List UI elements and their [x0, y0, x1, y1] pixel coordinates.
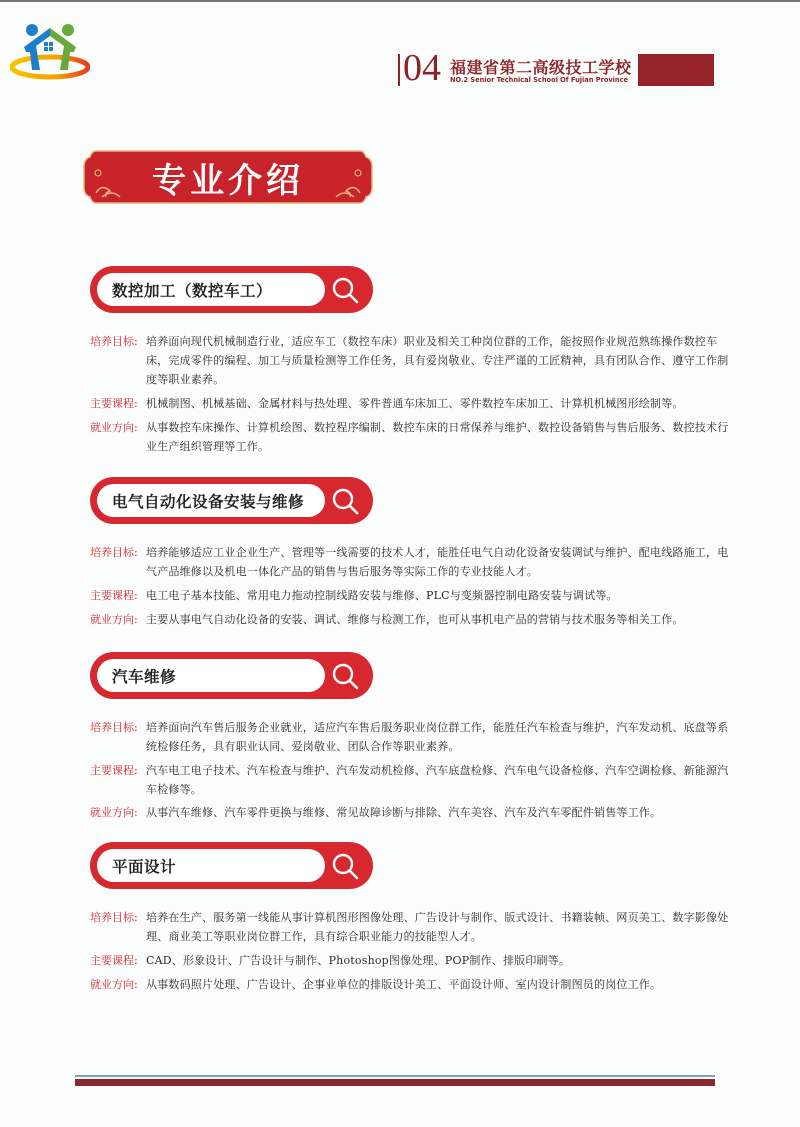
career-label: 就业方向: [90, 613, 138, 626]
entry-career [90, 975, 730, 994]
section-header-graphic-design [90, 842, 373, 889]
goal-label: 培养目标: [90, 911, 138, 924]
entry-courses [90, 951, 730, 970]
career-label: 就业方向: [90, 806, 138, 819]
entry-career [90, 418, 730, 456]
career-label: 就业方向: [90, 421, 138, 434]
goal-text: 培养面向汽车售后服务企业就业，适应汽车售后服务职业岗位群工作，能胜任汽车检查与维护，汽车发动机、底盘等系统检修任务，具有职业认同、爱岗敬业、团队合作等职业素养。 [146, 721, 729, 753]
section-banner [82, 149, 374, 205]
entry-goal [90, 908, 730, 946]
search-icon [329, 850, 361, 882]
entry-goal [90, 718, 730, 756]
entry-goal [90, 332, 730, 389]
school-logo-icon [10, 22, 90, 82]
goal-text: 培养能够适应工业企业生产、管理等一线需要的技术人才，能胜任电气自动化设备安装调试与维护、配电线路施工，电气产品维修以及机电一体化产品的销售与售后服务等实际工作的专业技能人才。 [146, 546, 729, 578]
courses-label: 主要课程: [90, 954, 138, 967]
goal-label: 培养目标: [90, 721, 138, 734]
career-text: 从事数控车床操作、计算机绘图、数控程序编制、数控车床的日常保养与维护、数控设备销售与售后服务、数控技术行业生产组织管理等工作。 [146, 421, 729, 453]
courses-text: 电工电子基本技能、常用电力拖动控制线路安装与维修、PLC与变频器控制电路安装与调试等。 [146, 589, 618, 602]
section-header-electrical [90, 477, 373, 524]
school-name-cn: 福建省第二高级技工学校 [450, 58, 632, 77]
entry-courses [90, 394, 730, 413]
entry-courses [90, 586, 730, 605]
goal-label: 培养目标: [90, 335, 138, 348]
footer-line-red [75, 1079, 715, 1086]
top-border [0, 0, 800, 2]
courses-label: 主要课程: [90, 397, 138, 410]
search-icon [329, 485, 361, 517]
courses-text: 汽车电工电子技术、汽车检查与维护、汽车发动机检修、汽车底盘检修、汽车电气设备检修、汽车空调检修、新能源汽车检修等。 [146, 764, 729, 796]
section-title: 汽车维修 [112, 667, 177, 686]
footer-line-blue [75, 1075, 715, 1077]
career-text: 主要从事电气自动化设备的安装、调试、维修与检测工作，也可从事机电产品的营销与技术服务等相关工作。 [146, 613, 684, 626]
entry-courses [90, 761, 730, 799]
entry-career [90, 610, 730, 629]
entry-career [90, 803, 730, 822]
goal-label: 培养目标: [90, 546, 138, 559]
section-title: 电气自动化设备安装与维修 [112, 492, 305, 511]
courses-label: 主要课程: [90, 764, 138, 777]
section-header-auto-repair [90, 652, 373, 699]
career-text: 从事数码照片处理、广告设计、企事业单位的排版设计美工、平面设计师、室内设计制图员的岗位工作。 [146, 978, 662, 991]
section-header-cnc [90, 266, 373, 313]
page-number: 04 [403, 47, 441, 89]
courses-label: 主要课程: [90, 589, 138, 602]
search-icon [329, 274, 361, 306]
courses-text: 机械制图、机械基础、金属材料与热处理、零件普通车床加工、零件数控车床加工、计算机机械图形绘制等。 [146, 397, 684, 410]
goal-text: 培养在生产、服务第一线能从事计算机图形图像处理、广告设计与制作、版式设计、书籍装帧、网页美工、数字影像处理、商业美工等职业岗位群工作，具有综合职业能力的技能型人才。 [146, 911, 729, 943]
header-divider [398, 54, 400, 86]
header-color-block [638, 54, 714, 86]
entry-goal [90, 543, 730, 581]
goal-text: 培养面向现代机械制造行业，适应车工（数控车床）职业及相关工种岗位群的工作，能按照作业规范熟练操作数控车床，完成零件的编程、加工与质量检测等工作任务，具有爱岗敬业、专注严谨的工匠精神，具有团队合作、遵守工作制度等职业素养。 [146, 335, 729, 386]
section-title: 平面设计 [112, 857, 177, 876]
banner-title: 专业介绍 [152, 160, 304, 201]
section-title: 数控加工（数控车工） [112, 281, 273, 300]
courses-text: CAD、形象设计、广告设计与制作、Photoshop图像处理、POP制作、排版印刷等。 [146, 954, 571, 967]
career-text: 从事汽车维修、汽车零件更换与维修、常见故障诊断与排除、汽车美容、汽车及汽车零配件销售等工作。 [146, 806, 662, 819]
career-label: 就业方向: [90, 978, 138, 991]
search-icon [329, 660, 361, 692]
school-name-en: NO.2 Senior Technical School Of Fujian Province [450, 76, 628, 84]
